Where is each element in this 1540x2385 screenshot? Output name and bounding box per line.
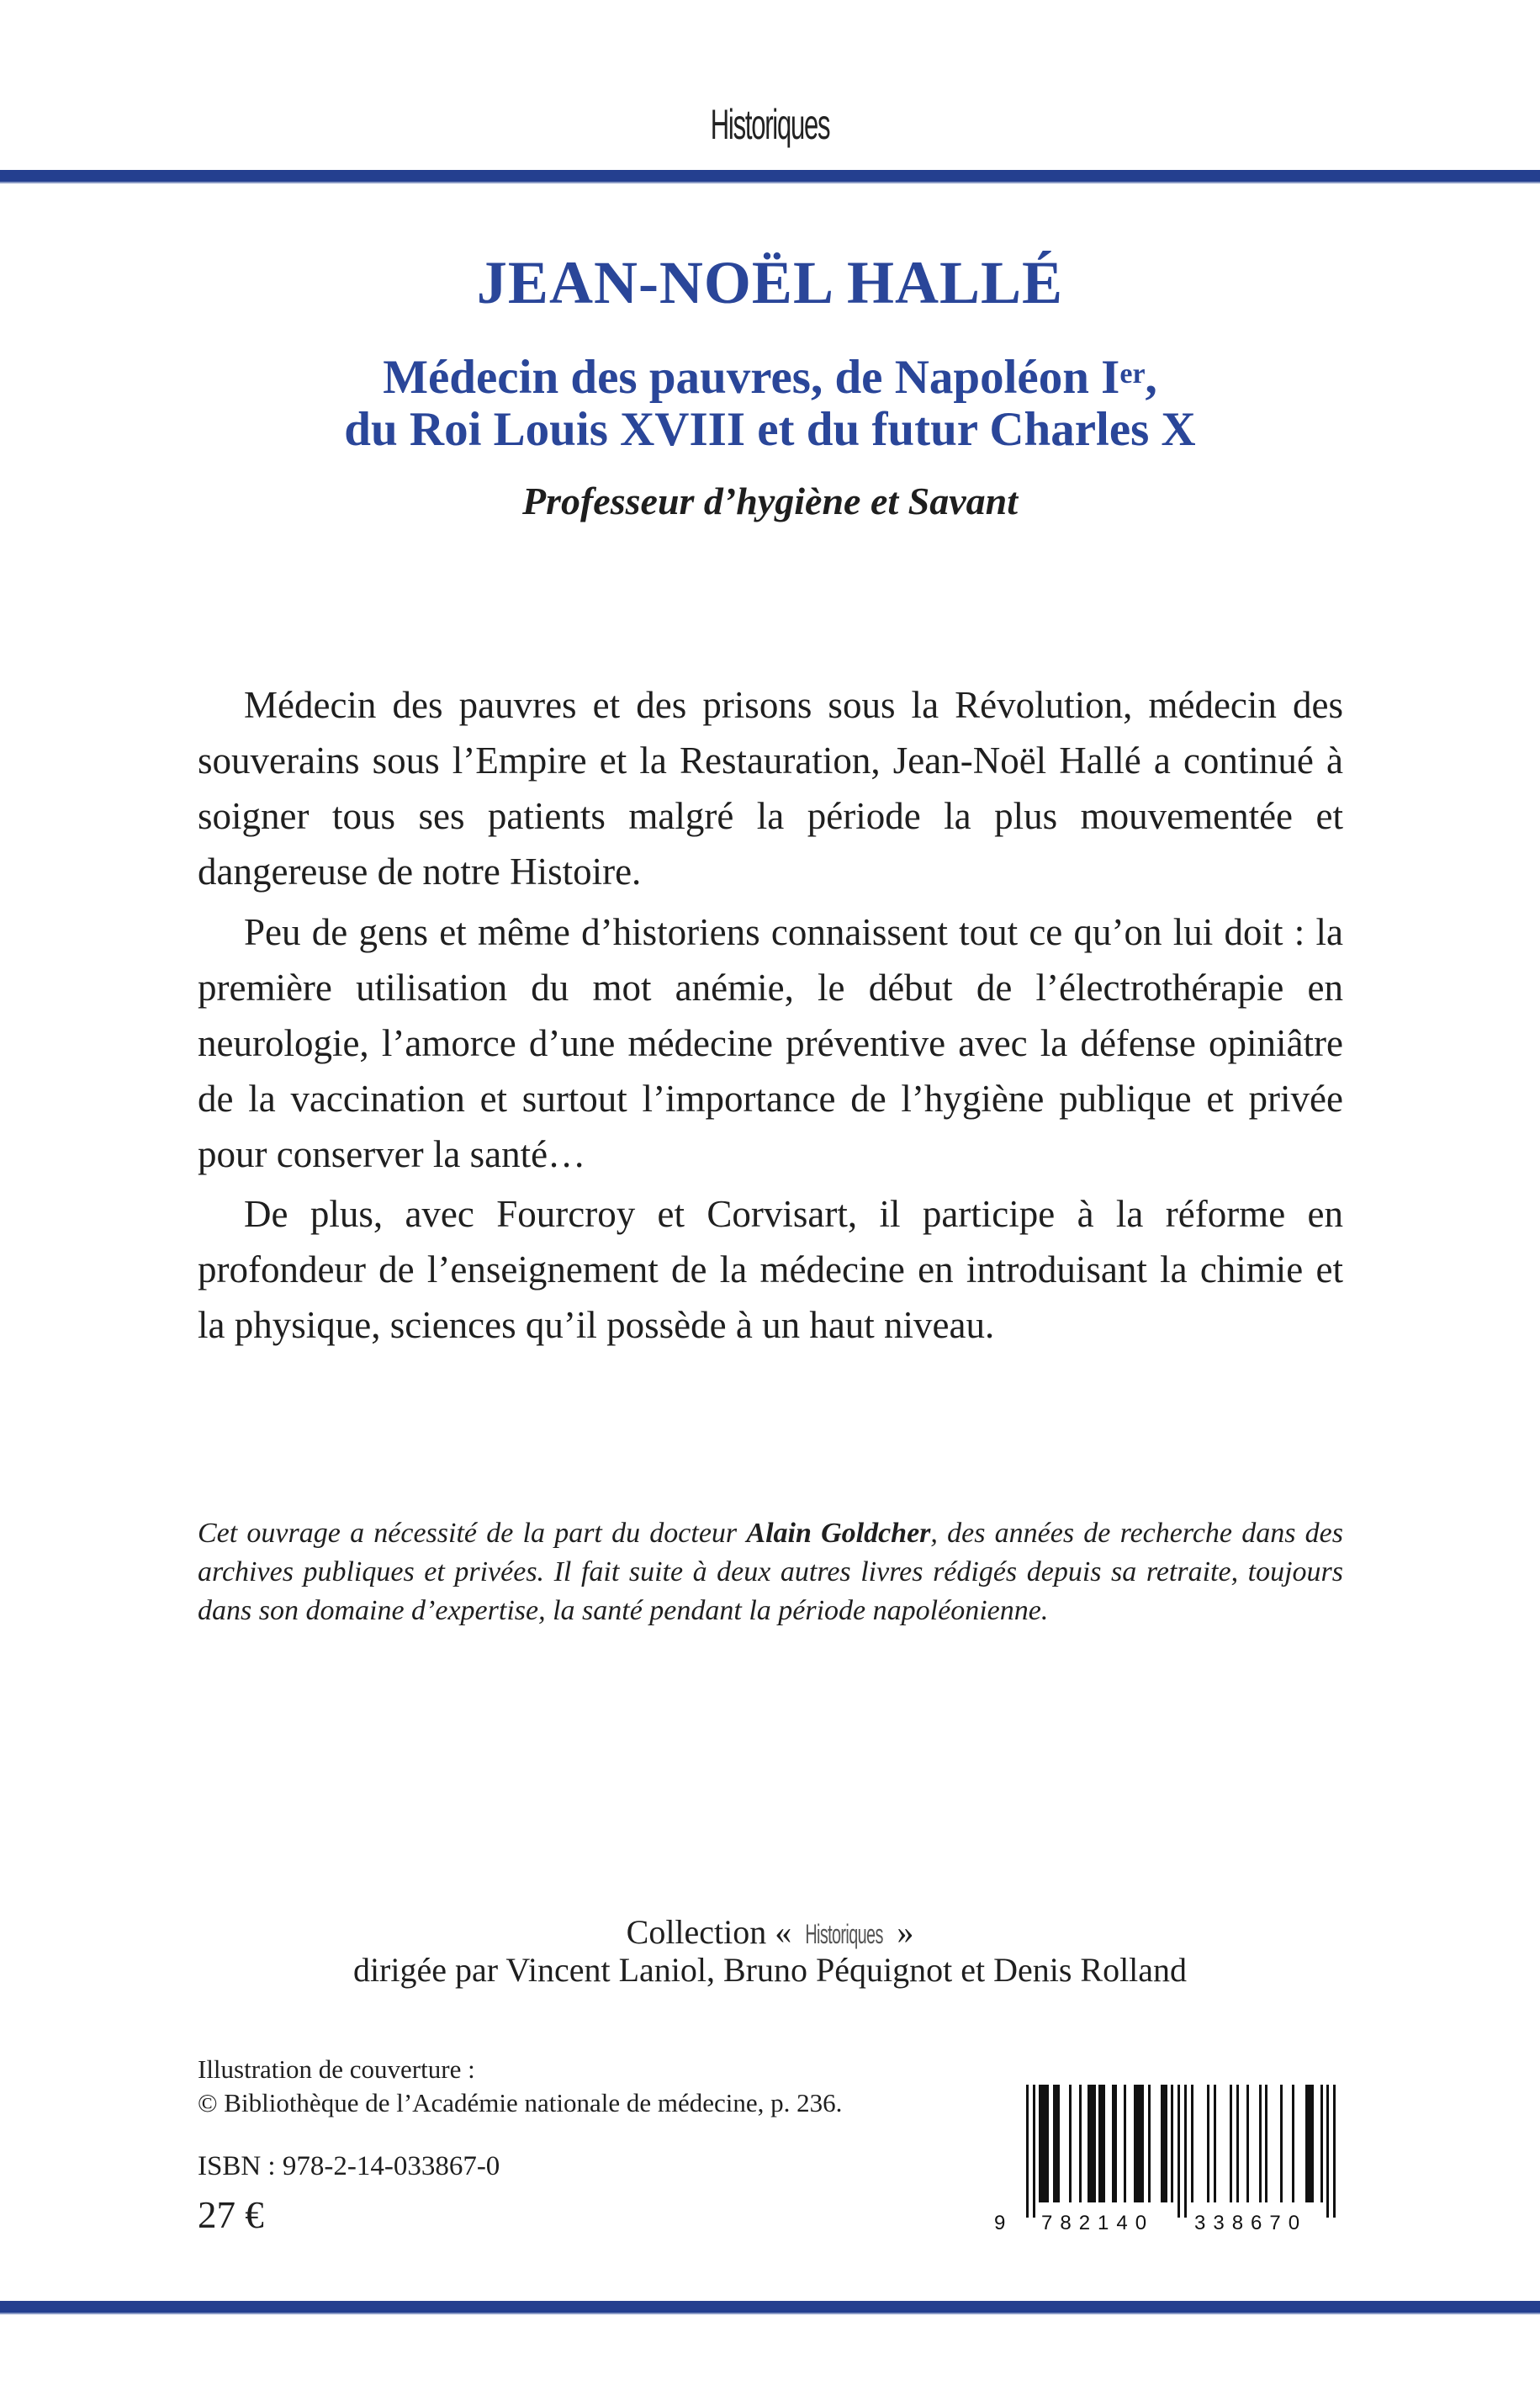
bottom-accent-band: [0, 2301, 1540, 2314]
collection-directors: dirigée par Vincent Laniol, Bruno Péquignot et Denis Rolland: [352, 1951, 1188, 1989]
barcode-lead-digit: 9: [994, 2212, 1006, 2234]
isbn-barcode: [992, 2085, 1346, 2236]
collection-series-name: Historiques: [805, 1919, 884, 1949]
blurb-paragraph-1: Médecin des pauvres et des prisons sous la Révolution, médecin des souverains sous l’Empire et la Restauration, Jean-Noël Hallé a continué à soigner tous ses patients malgré la période la plus mouvementée et dangereuse de notre Histoire.: [198, 684, 1343, 893]
subtitle-line-2: du Roi Louis XVIII et du futur Charles X: [344, 403, 1196, 456]
series-logo: Historiques: [710, 101, 830, 148]
author-note: [198, 1514, 1343, 1630]
price: 27 €: [198, 2194, 264, 2236]
barcode-right-digits: 338670: [1194, 2212, 1308, 2234]
barcode-bars: [1026, 2085, 1336, 2218]
barcode-left-digits: 782140: [1041, 2212, 1155, 2234]
collection-prefix: Collection «: [626, 1913, 801, 1951]
subtitle-line-1-text: Médecin des pauvres, de Napoléon I: [383, 351, 1120, 404]
collection-suffix: »: [888, 1913, 914, 1951]
tagline: Professeur d’hygiène et Savant: [521, 480, 1018, 522]
book-title: JEAN-NOËL HALLÉ: [476, 249, 1064, 316]
subtitle-comma: ,: [1145, 351, 1157, 404]
illustration-label: Illustration de couverture :: [198, 2054, 475, 2084]
author-note-rest: , des années de recherche dans des archives publiques et privées. Il fait suite à deux autres livres rédigés depuis sa retraite, toujours dans son domaine d’expertise, la santé pendant la période napoléonienne.: [198, 1518, 1344, 1626]
author-note-intro: Cet ouvrage a nécessité de la part du docteur: [198, 1518, 747, 1549]
isbn: ISBN : 978-2-14-033867-0: [198, 2151, 500, 2181]
blurb-paragraph-3: De plus, avec Fourcroy et Corvisart, il participe à la réforme en profondeur de l’enseignement de la médecine en introduisant la chimie et la physique, sciences qu’il possède à un haut niveau.: [198, 1193, 1343, 1346]
top-accent-band: [0, 170, 1540, 183]
subtitle-line-1: [0, 352, 1540, 404]
collection-line: [0, 1912, 1540, 1954]
blurb-paragraph-2: Peu de gens et même d’historiens connaissent tout ce qu’on lui doit : la première utilisation du mot anémie, le début de l’électrothérapie en neurologie, l’amorce d’une médecine préventive avec la défense opiniâtre de la vaccination et surtout l’importance de l’hygiène publique et privée pour conserver la santé…: [198, 911, 1343, 1175]
author-name: Alain Goldcher: [746, 1518, 931, 1549]
illustration-source: © Bibliothèque de l’Académie nationale de médecine, p. 236.: [198, 2088, 843, 2117]
superscript-er: er: [1119, 358, 1146, 390]
